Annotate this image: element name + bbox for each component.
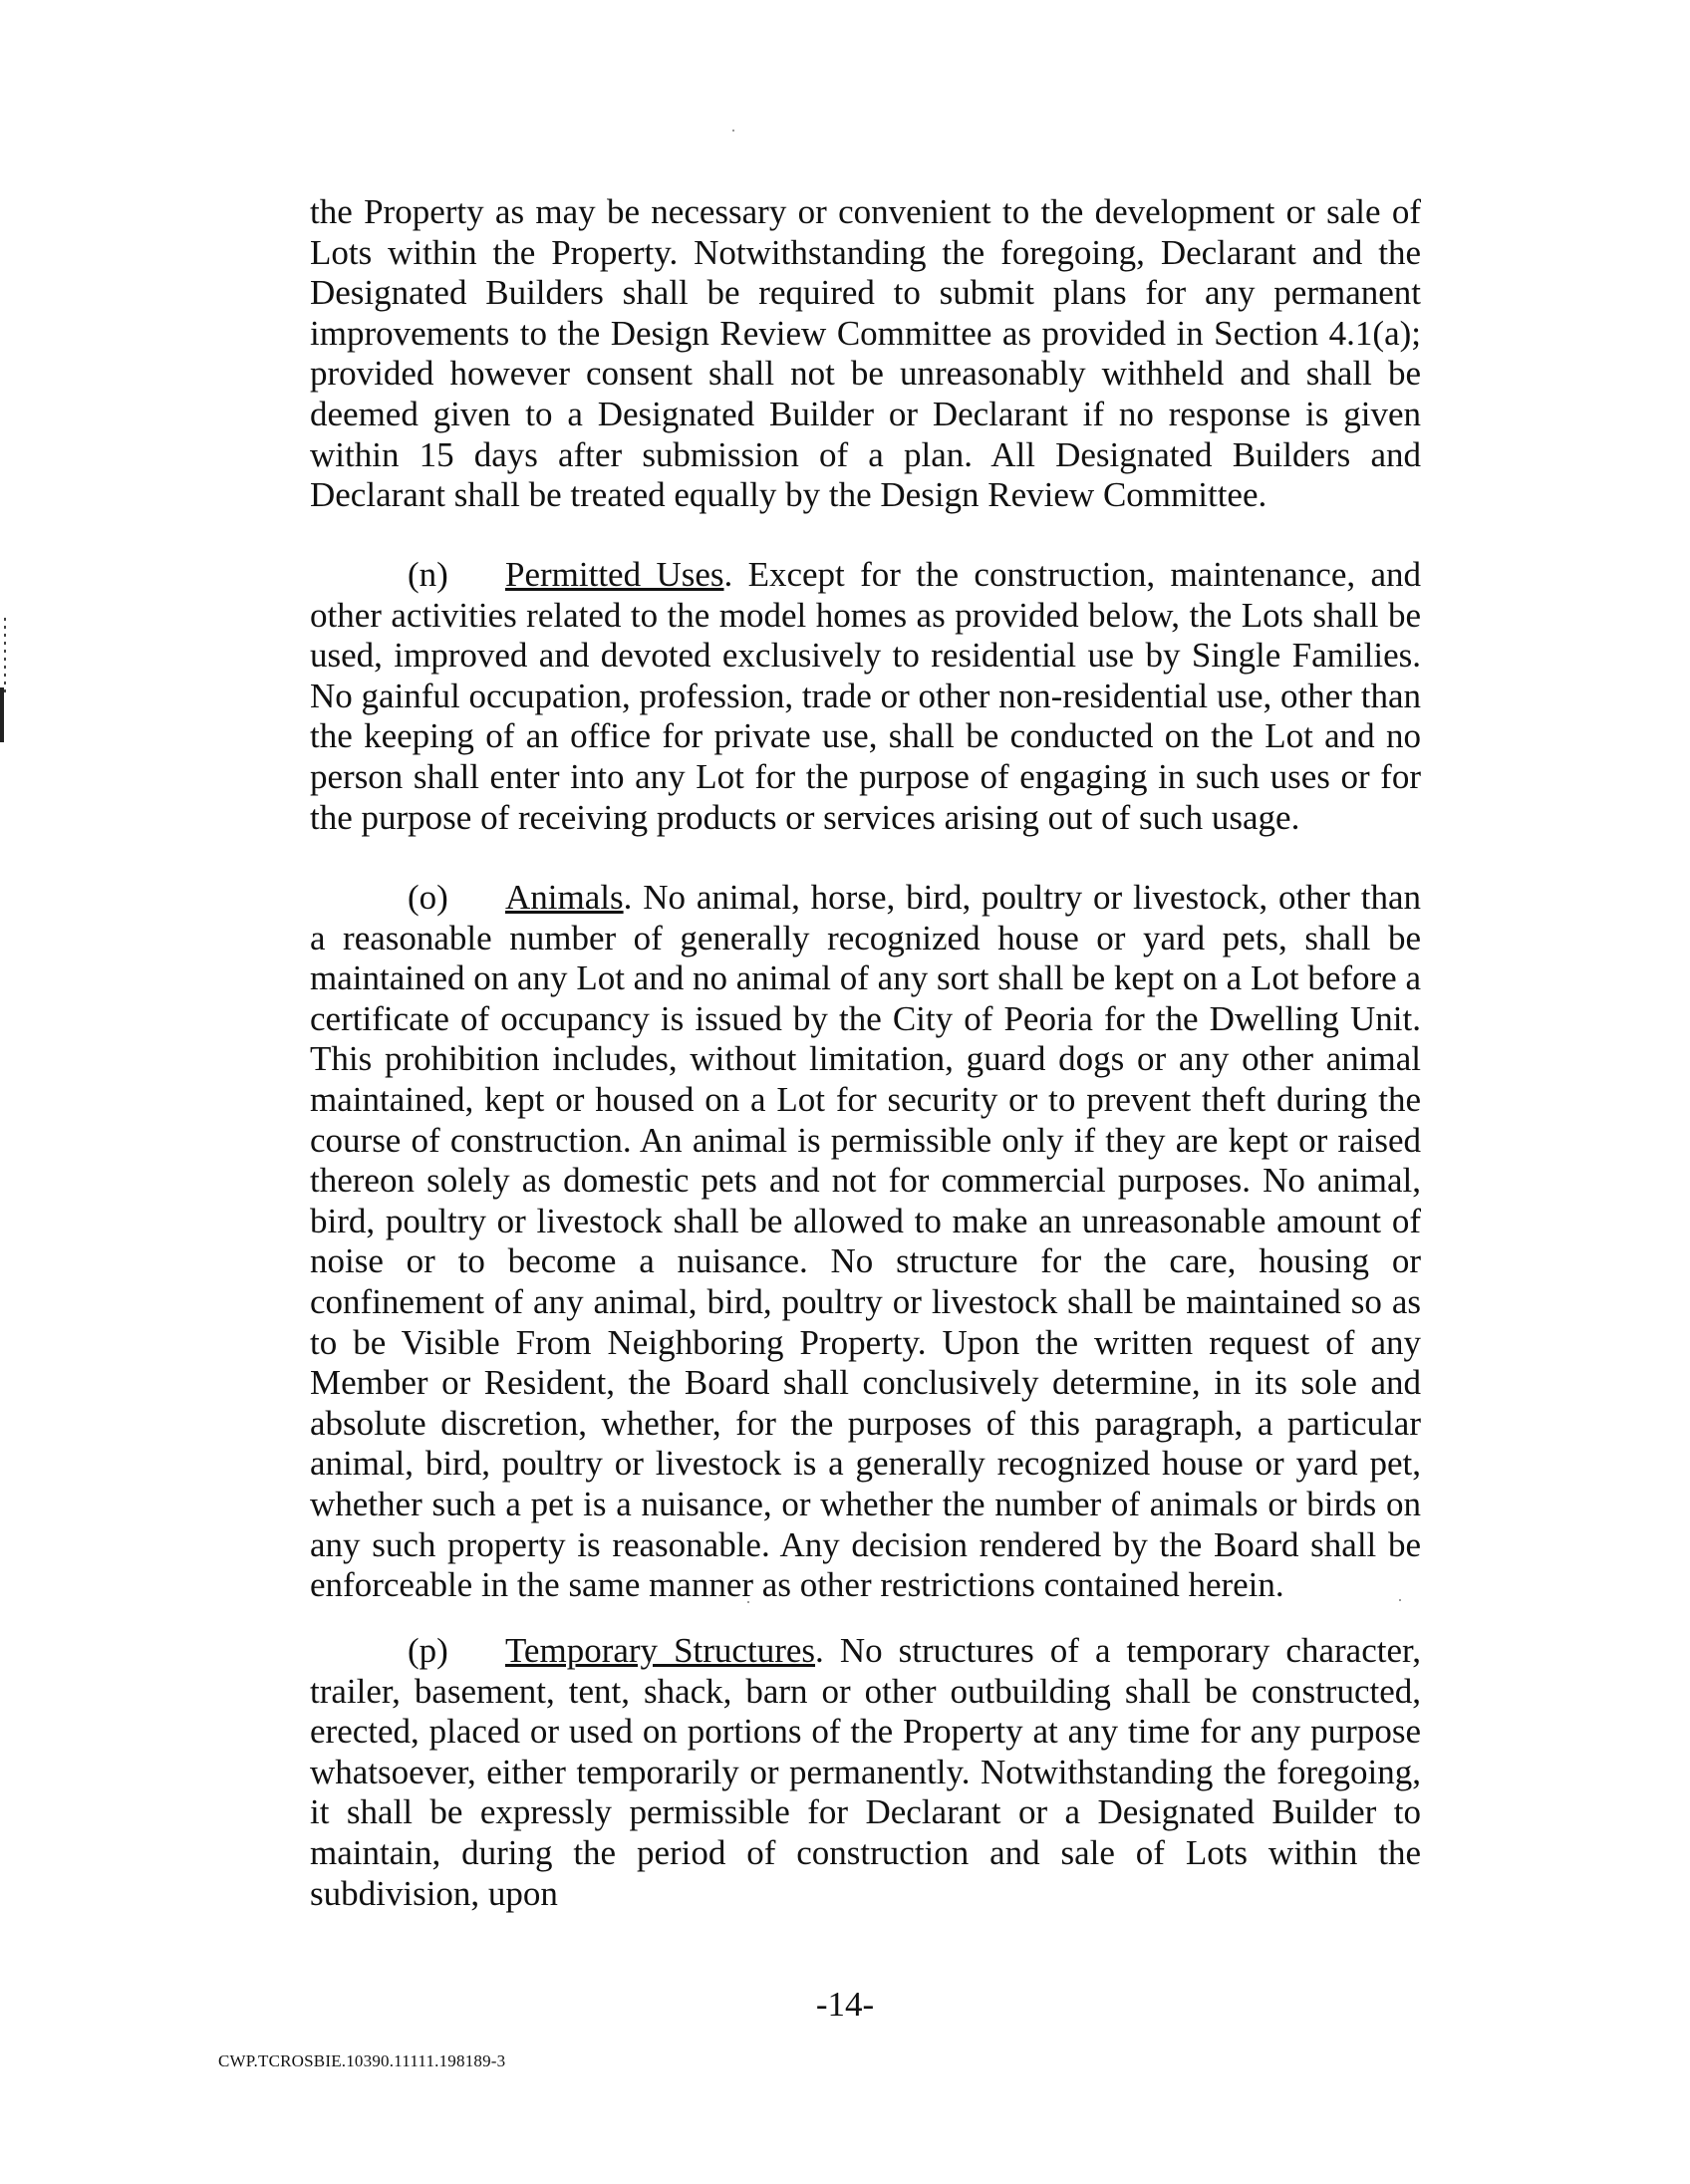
scan-speck <box>732 130 734 132</box>
continuation-paragraph: the Property as may be necessary or convenient to the development or sale of Lots within the Property. Notwithstanding the foregoing, Declarant and the Designated Builders shall be required to submit plans for any permanent improvements to the Design Review Committee as provided in Section 4.1(a); provided however consent shall not be unreasonably withheld and shall be deemed given to a Designated Builder or Declarant if no response is given within 15 days after submission of a plan. All Designated Builders and Declarant shall be treated equally by the Design Review Committee. <box>310 192 1421 515</box>
section-label: (p) <box>408 1631 448 1670</box>
scan-margin-dots <box>4 618 6 697</box>
section-heading: Permitted Uses <box>505 555 724 594</box>
section-o-paragraph <box>310 878 1421 1606</box>
page-number: -14- <box>815 1985 875 2024</box>
section-heading: Temporary Structures <box>505 1631 816 1670</box>
section-label: (o) <box>408 878 448 917</box>
footer-document-code: CWP.TCROSBIE.10390.11111.198189-3 <box>218 2051 506 2070</box>
section-body: . Except for the construction, maintenance, and other activities related to the model homes as provided below, the Lots shall be used, improved and devoted exclusively to residential use by Single Families. No gainful occupation, profession, trade or other non-residential use, other than the keeping of an office for private use, shall be conducted on the Lot and no person shall enter into any Lot for the purpose of engaging in such uses or for the purpose of receiving products or services arising out of such usage. <box>310 555 1422 837</box>
section-label: (n) <box>408 555 448 594</box>
scan-margin-mark <box>0 687 4 742</box>
section-p-paragraph <box>310 1631 1421 1914</box>
section-n-paragraph <box>310 555 1421 838</box>
section-heading: Animals <box>505 878 624 917</box>
section-body: . No structures of a temporary character, trailer, basement, tent, shack, barn or other outbuilding shall be constructed, erected, placed or used on portions of the Property at any time for any purpose whatsoever, either temporarily or permanently. Notwithstanding the foregoing, it shall be expressly permissible for Declarant or a Designated Builder to maintain, during the period of construction and sale of Lots within the subdivision, upon <box>310 1631 1421 1913</box>
section-body: . No animal, horse, bird, poultry or livestock, other than a reasonable number of generally recognized house or yard pets, shall be maintained on any Lot and no animal of any sort shall be kept on a Lot before a certificate of occupancy is issued by the City of Peoria for the Dwelling Unit. This prohibition includes, without limitation, guard dogs or any other animal maintained, kept or housed on a Lot for security or to prevent theft during the course of construction. An animal is permissible only if they are kept or raised thereon solely as domestic pets and not for commercial purposes. No animal, bird, poultry or livestock shall be allowed to make an unreasonable amount of noise or to become a nuisance. No structure for the care, housing or confinement of any animal, bird, poultry or livestock shall be maintained so as to be Visible From Neighboring Property. Upon the written request of any Member or Resident, the Board shall conclusively determine, in its sole and absolute discretion, whether, for the purposes of this paragraph, a particular animal, bird, poultry or livestock is a generally recognized house or yard pet, whether such a pet is a nuisance, or whether the number of animals or birds on any such property is reasonable. Any decision rendered by the Board shall be enforceable in the same manner as other restrictions contained herein. <box>310 878 1421 1605</box>
